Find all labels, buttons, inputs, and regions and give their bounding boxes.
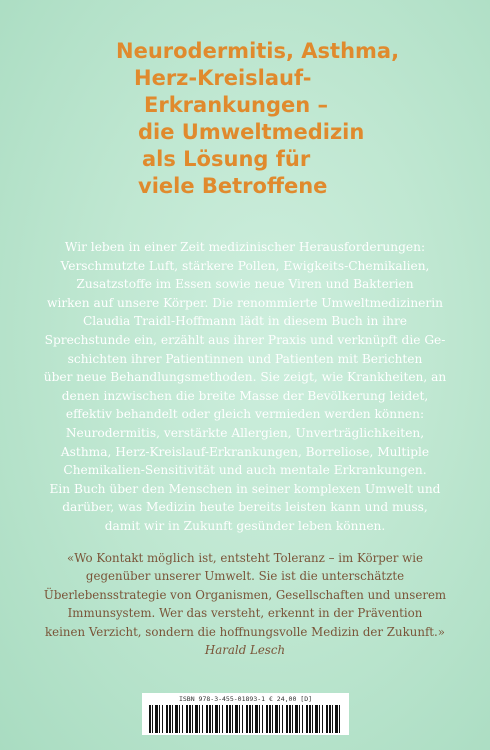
quote-line: Immunsystem. Wer das versteht, erkennt in der Prävention (67, 606, 423, 621)
blurb-line: Sprechstunde ein, erzählt aus ihrer Praxis und verknüpft die Ge- (44, 332, 446, 347)
blurb-line: Verschmutzte Luft, stärkere Pollen, Ewigkeits-Chemikalien, (60, 258, 430, 273)
blurb-line: wirken auf unsere Körper. Die renommierte Umweltmedizinerin (47, 295, 443, 310)
quote-line: keinen Verzicht, sondern die hoffnungsvolle Medizin der Zukunft.» (44, 624, 446, 639)
blurb-line: Asthma, Herz-Kreislauf-Erkrankungen, Borreliose, Multiple (60, 444, 430, 459)
blurb-line: denen inzwischen die breite Masse der Bevölkerung leidet, (61, 388, 429, 403)
headline-line: viele Betroffene (138, 174, 328, 198)
quote-line: Überlebensstrategie von Organismen, Gesellschaften und unserem (43, 587, 447, 602)
blurb-line: Chemikalien-Sensitivität und auch mentale Erkrankungen. (63, 463, 427, 478)
headline (60, 38, 480, 200)
headline-line: die Umweltmedizin (138, 120, 365, 144)
testimonial-quote (20, 549, 470, 659)
blurb-line: Claudia Traidl-Hoffmann lädt in diesem Buch in ihre (82, 314, 408, 329)
headline-line: Neurodermitis, Asthma, (116, 39, 400, 63)
barcode-bars (149, 705, 342, 733)
blurb-line: über neue Behandlungsmethoden. Sie zeigt, wie Krankheiten, an (43, 370, 447, 385)
blurb-line: effektiv behandelt oder gleich vermieden werden können: (65, 407, 425, 422)
blurb-line: Ein Buch über den Menschen in seiner komplexen Umwelt und (49, 481, 441, 496)
blurb-line: damit wir in Zukunft gesünder leben können. (104, 518, 386, 533)
headline-line: als Lösung für (142, 147, 311, 171)
quote-author: Harald Lesch (204, 643, 286, 658)
blurb-line: darüber, was Medizin heute bereits leisten kann und muss, (62, 500, 428, 515)
headline-line: Herz-Kreislauf- (134, 66, 312, 90)
blurb-line: schichten ihrer Patientinnen und Patienten mit Berichten (67, 351, 423, 366)
blurb-text (34, 238, 456, 536)
isbn-text: ISBN 978-3-455-01893-1 € 24,00 [D] (178, 695, 313, 703)
blurb-line: Zusatzstoffe im Essen sowie neue Viren und Bakterien (76, 277, 414, 292)
barcode (142, 693, 349, 735)
quote-line: gegenüber unserer Umwelt. Sie ist die unterschätzte (85, 569, 405, 584)
blurb-line: Wir leben in einer Zeit medizinischer Herausforderungen: (64, 240, 426, 254)
quote-line: «Wo Kontakt möglich ist, entsteht Toleranz – im Körper wie (66, 551, 423, 565)
blurb-line: Neurodermitis, verstärkte Allergien, Unverträglichkeiten, (65, 425, 425, 440)
headline-line: Erkrankungen – (144, 93, 329, 117)
